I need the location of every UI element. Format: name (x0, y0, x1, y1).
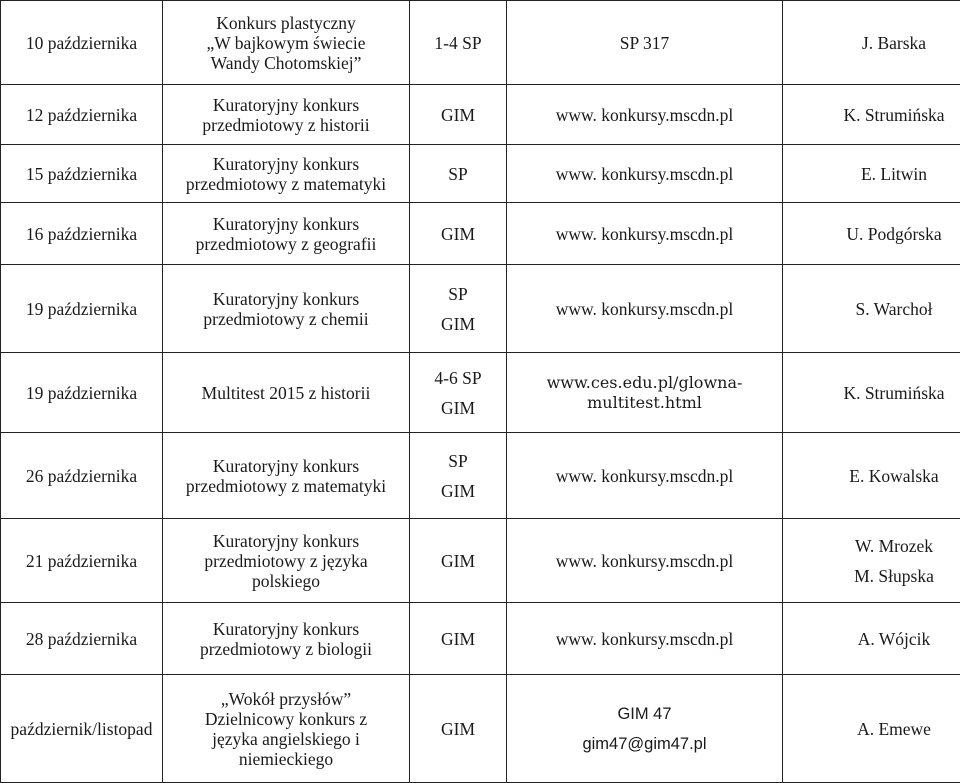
organizer-cell-line: U. Podgórska (787, 224, 960, 244)
competition-name-cell-line: przedmiotowy z języka (167, 551, 405, 571)
table-row (1, 85, 960, 145)
place-cell-line: GIM 47 (511, 704, 778, 724)
competition-name-cell-line: Kuratoryjny konkurs (167, 95, 405, 115)
school-level-cell-line: SP (414, 164, 502, 184)
place-cell-line: SP 317 (511, 33, 778, 53)
school-level-cell (410, 353, 507, 433)
organizer-cell-line: K. Strumińska (787, 383, 960, 403)
place-cell-line: www. konkursy.mscdn.pl (511, 466, 778, 486)
table-row (1, 353, 960, 433)
school-level-cell (410, 1, 507, 85)
school-level-cell-line: 1-4 SP (414, 33, 502, 53)
place-cell (507, 353, 783, 433)
organizer-cell (783, 675, 960, 783)
competition-name-cell-line: języka angielskiego i (167, 729, 405, 749)
table-row (1, 519, 960, 603)
date-cell: 19 października (1, 353, 163, 433)
competition-name-cell-line: Kuratoryjny konkurs (167, 289, 405, 309)
competition-name-cell-line: Multitest 2015 z historii (167, 383, 405, 403)
date-cell: październik/listopad (1, 675, 163, 783)
school-level-cell-line: SP (414, 284, 502, 304)
competition-name-cell-line: „Wokół przysłów” (167, 689, 405, 709)
competition-name-cell-line: przedmiotowy z matematyki (167, 174, 405, 194)
competition-name-cell (163, 433, 410, 519)
date-cell: 10 października (1, 1, 163, 85)
place-cell (507, 85, 783, 145)
place-cell (507, 433, 783, 519)
competition-name-cell-line: przedmiotowy z geografii (167, 234, 405, 254)
organizer-cell-line: S. Warchoł (787, 299, 960, 319)
place-cell (507, 675, 783, 783)
date-cell: 19 października (1, 265, 163, 353)
competition-name-cell-line: Kuratoryjny konkurs (167, 619, 405, 639)
place-cell-line: www. konkursy.mscdn.pl (511, 224, 778, 244)
organizer-cell-line: E. Kowalska (787, 466, 960, 486)
organizer-cell-line: E. Litwin (787, 164, 960, 184)
competition-name-cell (163, 85, 410, 145)
competition-name-cell-line: przedmiotowy z chemii (167, 309, 405, 329)
place-cell (507, 603, 783, 675)
place-cell-line: gim47@gim47.pl (511, 734, 778, 754)
date-cell: 21 października (1, 519, 163, 603)
table-row (1, 675, 960, 783)
date-cell: 15 października (1, 145, 163, 203)
schedule-table-body (1, 1, 960, 783)
place-cell-line: multitest.html (511, 393, 778, 413)
organizer-cell (783, 203, 960, 265)
competition-name-cell-line: niemieckiego (167, 749, 405, 769)
competition-name-cell-line: Kuratoryjny konkurs (167, 531, 405, 551)
competition-name-cell-line: Wandy Chotomskiej” (167, 53, 405, 73)
competition-name-cell-line: Kuratoryjny konkurs (167, 214, 405, 234)
competition-name-cell (163, 265, 410, 353)
place-cell (507, 203, 783, 265)
competition-name-cell-line: Dzielnicowy konkurs z (167, 709, 405, 729)
table-row (1, 145, 960, 203)
school-level-cell-line: GIM (414, 398, 502, 418)
organizer-cell (783, 1, 960, 85)
competition-name-cell (163, 603, 410, 675)
organizer-cell-line: K. Strumińska (787, 105, 960, 125)
school-level-cell (410, 433, 507, 519)
competition-name-cell-line: Konkurs plastyczny (167, 13, 405, 33)
school-level-cell (410, 203, 507, 265)
school-level-cell-line: GIM (414, 105, 502, 125)
competition-name-cell (163, 353, 410, 433)
organizer-cell (783, 603, 960, 675)
school-level-cell-line: GIM (414, 551, 502, 571)
organizer-cell-line: J. Barska (787, 33, 960, 53)
table-row (1, 203, 960, 265)
organizer-cell (783, 145, 960, 203)
school-level-cell-line: GIM (414, 481, 502, 501)
place-cell-line: www.ces.edu.pl/glowna- (511, 373, 778, 393)
place-cell-line: www. konkursy.mscdn.pl (511, 164, 778, 184)
competition-name-cell-line: Kuratoryjny konkurs (167, 456, 405, 476)
place-cell (507, 265, 783, 353)
organizer-cell-line: A. Emewe (787, 719, 960, 739)
school-level-cell-line: 4-6 SP (414, 368, 502, 388)
table-row (1, 603, 960, 675)
school-level-cell (410, 603, 507, 675)
organizer-cell (783, 353, 960, 433)
school-level-cell (410, 145, 507, 203)
date-cell: 12 października (1, 85, 163, 145)
school-level-cell-line: GIM (414, 224, 502, 244)
school-level-cell-line: GIM (414, 629, 502, 649)
place-cell (507, 519, 783, 603)
place-cell-line: www. konkursy.mscdn.pl (511, 551, 778, 571)
school-level-cell (410, 265, 507, 353)
date-cell: 26 października (1, 433, 163, 519)
competition-name-cell (163, 145, 410, 203)
organizer-cell (783, 265, 960, 353)
school-level-cell-line: GIM (414, 719, 502, 739)
competition-name-cell-line: „W bajkowym świecie (167, 33, 405, 53)
school-level-cell-line: SP (414, 451, 502, 471)
organizer-cell (783, 433, 960, 519)
school-level-cell-line: GIM (414, 314, 502, 334)
table-row (1, 433, 960, 519)
organizer-cell-line: A. Wójcik (787, 629, 960, 649)
table-row (1, 265, 960, 353)
place-cell (507, 1, 783, 85)
competition-name-cell-line: Kuratoryjny konkurs (167, 154, 405, 174)
organizer-cell (783, 85, 960, 145)
competition-name-cell (163, 1, 410, 85)
date-cell: 28 października (1, 603, 163, 675)
competition-name-cell-line: przedmiotowy z matematyki (167, 476, 405, 496)
organizer-cell-line: W. Mrozek (787, 536, 960, 556)
place-cell-line: www. konkursy.mscdn.pl (511, 629, 778, 649)
organizer-cell-line: M. Słupska (787, 566, 960, 586)
competition-name-cell (163, 675, 410, 783)
competition-name-cell-line: polskiego (167, 571, 405, 591)
organizer-cell (783, 519, 960, 603)
place-cell (507, 145, 783, 203)
place-cell-line: www. konkursy.mscdn.pl (511, 299, 778, 319)
date-cell: 16 października (1, 203, 163, 265)
school-level-cell (410, 675, 507, 783)
competition-name-cell-line: przedmiotowy z biologii (167, 639, 405, 659)
school-level-cell (410, 85, 507, 145)
competition-name-cell (163, 203, 410, 265)
school-level-cell (410, 519, 507, 603)
competition-name-cell (163, 519, 410, 603)
place-cell-line: www. konkursy.mscdn.pl (511, 105, 778, 125)
table-row (1, 1, 960, 85)
competition-name-cell-line: przedmiotowy z historii (167, 115, 405, 135)
